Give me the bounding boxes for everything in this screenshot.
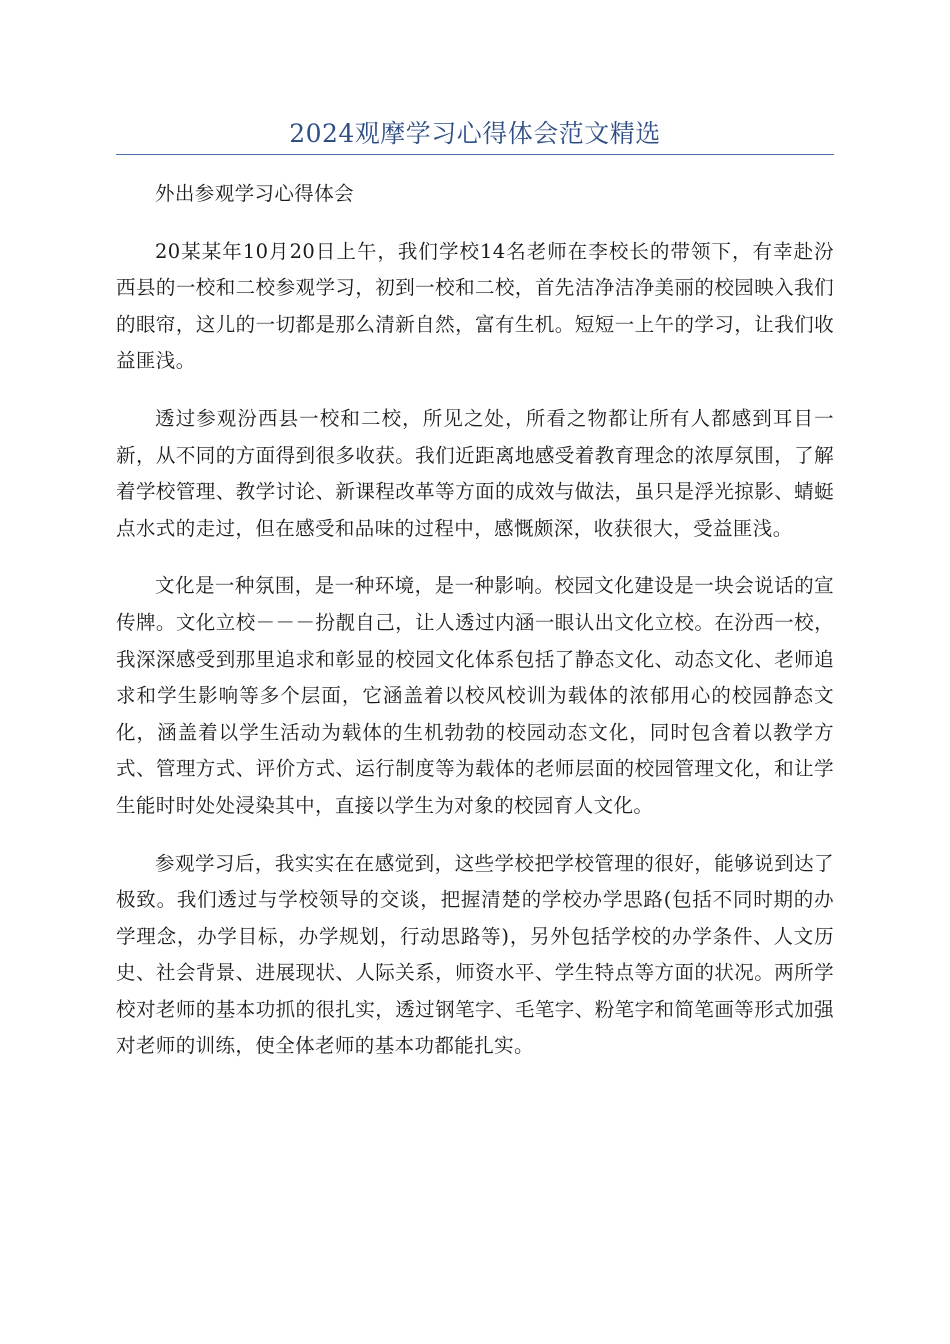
title-underline <box>116 154 834 155</box>
paragraph-2: 透过参观汾西县一校和二校，所见之处，所看之物都让所有人都感到耳目一新，从不同的方面得到很多收获。我们近距离地感受着教育理念的浓厚氛围，了解着学校管理、教学讨论、新课程改革等方面的成效与做法，虽只是浮光掠影、蜻蜓点水式的走过，但在感受和品味的过程中，感慨颇深，收获很大，受益匪浅。 <box>116 406 834 540</box>
document-body <box>116 176 834 1086</box>
paragraph-3: 文化是一种氛围，是一种环境，是一种影响。校园文化建设是一块会说话的宣传牌。文化立校－－－扮靓自己，让人透过内涵一眼认出文化立校。在汾西一校，我深深感受到那里追求和彰显的校园文化体系包括了静态文化、动态文化、老师追求和学生影响等多个层面，它涵盖着以校风校训为载体的浓郁用心的校园静态文化，涵盖着以学生活动为载体的生机勃勃的校园动态文化，同时包含着以教学方式、管理方式、评价方式、运行制度等为载体的老师层面的校园管理文化，和让学生能时时处处浸染其中，直接以学生为对象的校园育人文化。 <box>116 574 834 817</box>
section-heading: 外出参观学习心得体会 <box>155 182 355 205</box>
paragraph-4: 参观学习后，我实实在在感觉到，这些学校把学校管理的很好，能够说到达了极致。我们透过与学校领导的交谈，把握清楚的学校办学思路(包括不同时期的办学理念，办学目标，办学规划，行动思路等)，另外包括学校的办学条件、人文历史、社会背景、进展现状、人际关系，师资水平、学生特点等方面的状况。两所学校对老师的基本功抓的很扎实，透过钢笔字、毛笔字、粉笔字和简笔画等形式加强对老师的训练，使全体老师的基本功都能扎实。 <box>116 851 834 1058</box>
paragraph-1: 20某某年10月20日上午，我们学校14名老师在李校长的带领下，有幸赴汾西县的一校和二校参观学习，初到一校和二校，首先洁净洁净美丽的校园映入我们的眼帘，这儿的一切都是那么清新自然，富有生机。短短一上午的学习，让我们收益匪浅。 <box>116 239 834 373</box>
document-title: 2024观摩学习心得体会范文精选 <box>289 119 661 148</box>
